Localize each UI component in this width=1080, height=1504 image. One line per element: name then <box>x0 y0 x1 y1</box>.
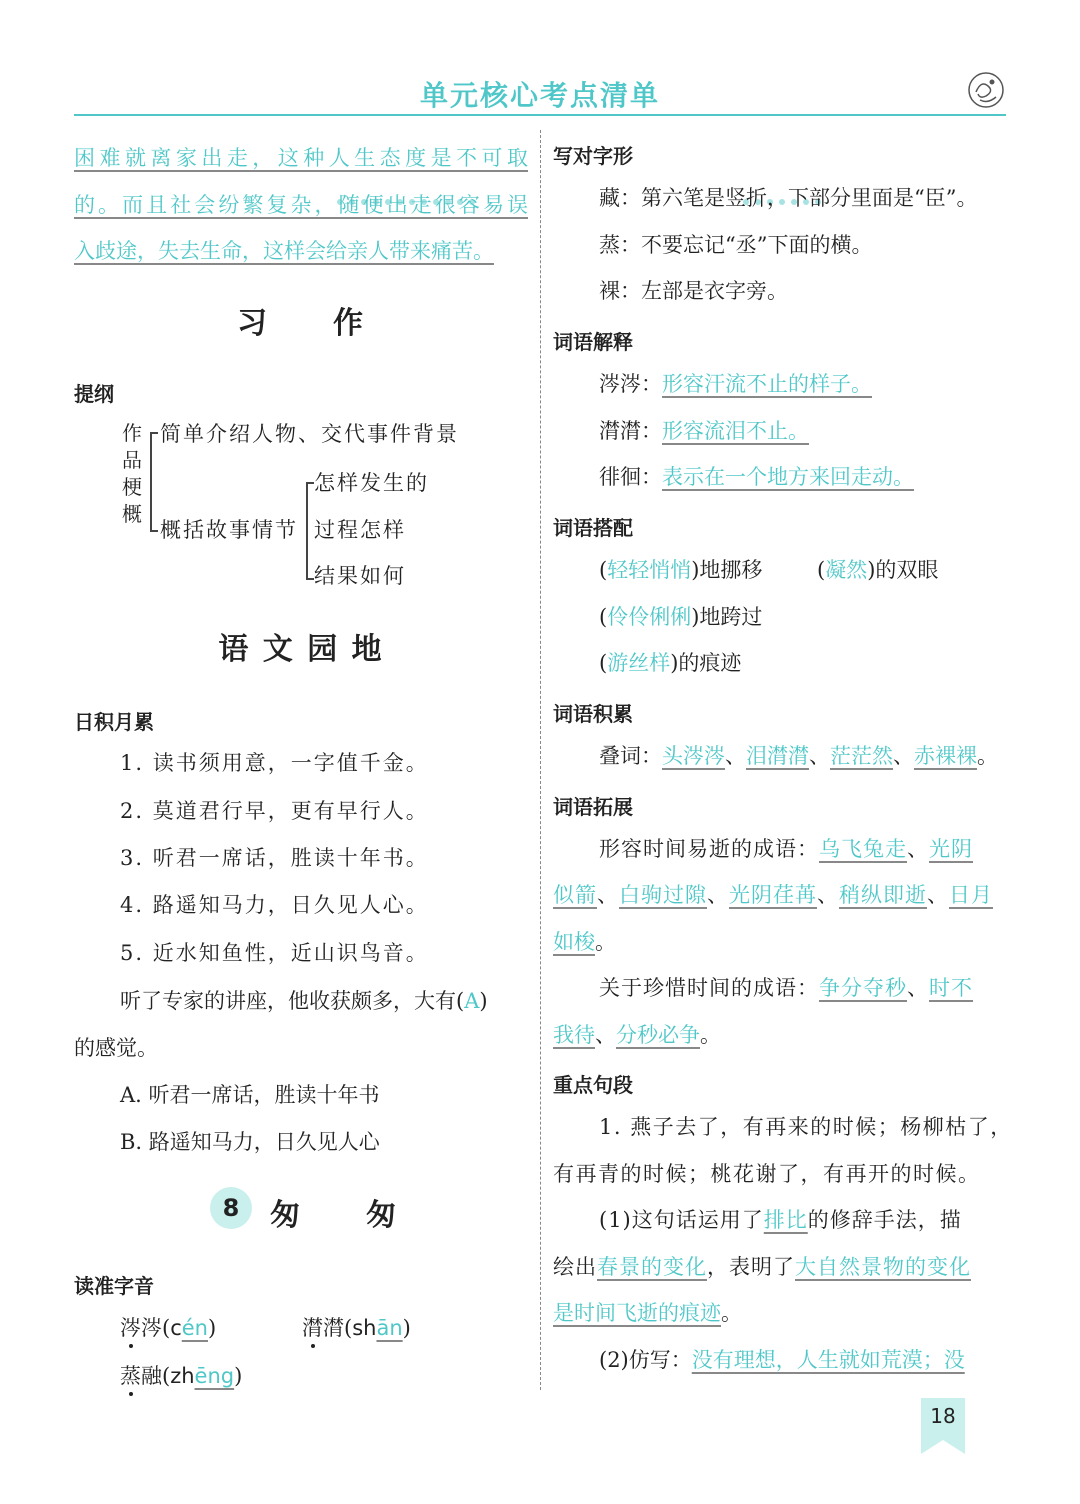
question-answer: A <box>464 989 480 1013</box>
q-answer: 是时间飞逝的痕迹 <box>553 1301 721 1325</box>
pron-char: ) <box>234 1364 243 1388</box>
option-a: A. 听君一席话，胜读十年书 <box>120 1083 380 1107</box>
tuozhan-p1-line3 <box>553 926 616 956</box>
column-divider <box>540 130 541 1390</box>
swirl-logo-icon <box>966 70 1006 110</box>
tuozhan-p2-line1 <box>599 972 973 1002</box>
tuozhan-word-split: 日月 <box>949 883 993 907</box>
outline-sub-3: 结果如何 <box>314 564 406 588</box>
tuozhan-word: 稍纵即逝 <box>839 883 927 907</box>
sep: 、 <box>927 883 949 907</box>
vertical-char: 品 <box>122 448 142 472</box>
riji-question <box>120 985 488 1015</box>
riji-item: 3. 听君一席话，胜读十年书。 <box>120 846 429 870</box>
pron-item-cen <box>120 1312 216 1342</box>
sep: 、 <box>707 883 729 907</box>
intro-line-1: 困难就离家出走，这种人生态度是不可取 <box>74 146 528 170</box>
judan-q1-line1 <box>599 1204 962 1234</box>
outline-branch-2: 概括故事情节 <box>160 518 298 542</box>
sep: 、 <box>893 744 914 768</box>
paren: ( <box>817 558 826 582</box>
pinyin: c <box>170 1316 182 1340</box>
dapei-section: 词语搭配 <box>553 516 633 540</box>
pron-char: ) <box>207 1316 217 1340</box>
sep: 、 <box>595 1023 616 1047</box>
intro-line-3: 入歧途，失去生命，这样会给亲人带来痛苦。 <box>74 239 494 263</box>
intro-line-2: 的。而且社会纷繁复杂，随便出走很容易误 <box>74 193 528 217</box>
pinyin: zh <box>170 1364 195 1388</box>
tuozhan-word-split: 如梭 <box>553 930 595 954</box>
dapei-text: )地跨过 <box>691 605 763 629</box>
jilei-word: 泪潸潸 <box>746 744 809 768</box>
header-title: 单元核心考点清单 <box>419 79 660 112</box>
riji-section: 日积月累 <box>74 710 154 734</box>
tuozhan-word: 光阴荏苒 <box>729 883 817 907</box>
jieshi-item <box>599 415 809 445</box>
vertical-char: 作 <box>122 421 142 445</box>
tuozhan-section: 词语拓展 <box>553 795 633 819</box>
dapei-line-3 <box>599 647 741 677</box>
dapei-text: )的双眼 <box>867 558 939 582</box>
sep: 、 <box>809 744 830 768</box>
q-text: (2)仿写： <box>599 1348 692 1372</box>
vertical-char: 梗 <box>122 475 142 499</box>
pron-char: 涔( <box>141 1316 171 1340</box>
tuozhan-word-split: 时不 <box>929 976 973 1000</box>
paren: ( <box>599 558 608 582</box>
question-text: 听了专家的讲座，他收获颇多，大有( <box>120 989 465 1013</box>
q-answer: 排比 <box>763 1208 808 1232</box>
vertical-char: 概 <box>122 502 142 526</box>
tuozhan-word: 乌飞兔走 <box>819 837 907 861</box>
pinyin-answer: ēng <box>194 1364 235 1388</box>
dapei-text: )地挪移 <box>691 558 763 582</box>
sep: 。 <box>595 930 616 954</box>
zixing-section: 写对字形 <box>553 144 633 168</box>
outline-branch-1: 简单介绍人物、交代事件背景 <box>160 422 459 446</box>
dapei-answer: 伶伶俐俐 <box>607 605 692 629</box>
jieshi-item <box>599 461 914 491</box>
zixing-item: 蒸：不要忘记“丞”下面的横。 <box>599 233 873 257</box>
tuozhan-word-split: 似箭 <box>553 883 597 907</box>
pron-char: 蒸 <box>120 1364 141 1388</box>
dapei-answer: 轻轻悄悄 <box>607 558 692 582</box>
option-b: B. 路遥知马力，日久见人心 <box>120 1130 380 1154</box>
judan-q2-line1 <box>599 1344 965 1374</box>
dapei-answer: 游丝样 <box>607 651 671 675</box>
pron-item-zheng <box>120 1360 242 1390</box>
outline-sub-1: 怎样发生的 <box>314 471 429 495</box>
tuozhan-word: 白驹过隙 <box>619 883 707 907</box>
pron-char: ) <box>402 1316 411 1340</box>
outline-brace-main <box>150 432 158 532</box>
zixing-item: 裸：左部是衣字旁。 <box>599 279 788 303</box>
judan-sentence-line2: 有再青的时候；桃花谢了，有再开的时候。 <box>553 1162 981 1186</box>
pinyin-answer: én <box>181 1316 208 1340</box>
judan-q1-line3 <box>553 1297 742 1327</box>
jieshi-answer: 形容流泪不止。 <box>662 419 809 443</box>
tuozhan-p1-line2 <box>553 879 993 909</box>
outline-label: 提纲 <box>74 382 114 406</box>
pron-item-shan <box>302 1312 411 1342</box>
judan-section: 重点句段 <box>553 1073 633 1097</box>
q-text: 的修辞手法，描 <box>807 1208 962 1232</box>
riji-item: 5. 近水知鱼性，近山识鸟音。 <box>120 941 429 965</box>
q-answer: 春景的变化 <box>597 1255 707 1279</box>
q-answer: 没有理想，人生就如荒漠；没 <box>691 1348 965 1372</box>
xizuo-title: 习 作 <box>237 306 365 341</box>
pron-char: 潸 <box>302 1316 323 1340</box>
header-rule <box>74 114 1006 116</box>
lesson-title: 匆 匆 <box>270 1198 398 1233</box>
jilei-section: 词语积累 <box>553 702 633 726</box>
tuozhan-label: 关于珍惜时间的成语： <box>599 976 819 1000</box>
zixing-item: 藏：第六笔是竖折，下部分里面是“臣”。 <box>599 186 978 210</box>
duzhun-section: 读准字音 <box>74 1274 154 1298</box>
jilei-word: 茫茫然 <box>830 744 893 768</box>
judan-sentence-line1: 1. 燕子去了，有再来的时候；杨柳枯了， <box>599 1115 1013 1139</box>
jieshi-item <box>599 368 872 398</box>
paren: ( <box>599 605 608 629</box>
tuozhan-word-split: 我待 <box>553 1023 595 1047</box>
page-number: 18 <box>930 1404 956 1428</box>
outline-brace-sub <box>306 482 314 580</box>
tuozhan-label: 形容时间易逝的成语： <box>599 837 819 861</box>
sep: 、 <box>597 883 619 907</box>
yuwen-title: 语 文 园 地 <box>218 632 384 667</box>
sep: 、 <box>907 837 929 861</box>
question-text: ) <box>479 989 488 1013</box>
lesson-number-badge: 8 <box>210 1187 252 1229</box>
jieshi-answer: 形容汗流不止的样子。 <box>662 372 872 396</box>
sep: 、 <box>907 976 929 1000</box>
outline-sub-2: 过程怎样 <box>314 518 406 542</box>
pinyin: sh <box>352 1316 377 1340</box>
tuozhan-word: 分秒必争 <box>616 1023 700 1047</box>
pron-char: 融( <box>141 1364 171 1388</box>
jilei-word: 头涔涔 <box>662 744 725 768</box>
jieshi-answer: 表示在一个地方来回走动。 <box>662 465 914 489</box>
tuozhan-word: 争分夺秒 <box>819 976 907 1000</box>
jilei-label: 叠词： <box>599 744 662 768</box>
q-answer: 大自然景物的变化 <box>795 1255 971 1279</box>
paren: ( <box>599 651 608 675</box>
sep: 。 <box>700 1023 721 1047</box>
dapei-line-1 <box>599 554 762 584</box>
sep: 、 <box>725 744 746 768</box>
tuozhan-p1-line1 <box>599 833 973 863</box>
jieshi-word: 潸潸： <box>599 419 662 443</box>
jilei-line <box>599 740 998 770</box>
sep: 。 <box>977 744 998 768</box>
jieshi-section: 词语解释 <box>553 330 633 354</box>
riji-item: 1. 读书须用意，一字值千金。 <box>120 751 429 775</box>
page-header <box>74 68 1006 118</box>
tuozhan-word-split: 光阴 <box>929 837 973 861</box>
q-text: 。 <box>721 1301 742 1325</box>
pron-char: 潸( <box>323 1316 353 1340</box>
dapei-text: )的痕迹 <box>670 651 742 675</box>
q-text: (1)这句话运用了 <box>599 1208 764 1232</box>
riji-question-line2: 的感觉。 <box>74 1036 158 1060</box>
riji-item: 4. 路遥知马力，日久见人心。 <box>120 893 429 917</box>
riji-item: 2. 莫道君行早，更有早行人。 <box>120 799 429 823</box>
pinyin-answer: ān <box>376 1316 403 1340</box>
outline-vertical-label <box>122 420 142 528</box>
tuozhan-p2-line2 <box>553 1019 721 1049</box>
jilei-word: 赤裸裸 <box>914 744 977 768</box>
jieshi-word: 徘徊： <box>599 465 662 489</box>
dapei-line-1b <box>817 554 938 584</box>
dapei-answer: 凝然 <box>825 558 868 582</box>
sep: 、 <box>817 883 839 907</box>
jieshi-word: 涔涔： <box>599 372 662 396</box>
dapei-line-2 <box>599 601 762 631</box>
judan-q1-line2 <box>553 1251 971 1281</box>
q-text: 绘出 <box>553 1255 597 1279</box>
q-text: ，表明了 <box>707 1255 795 1279</box>
pron-char: 涔 <box>120 1316 141 1340</box>
